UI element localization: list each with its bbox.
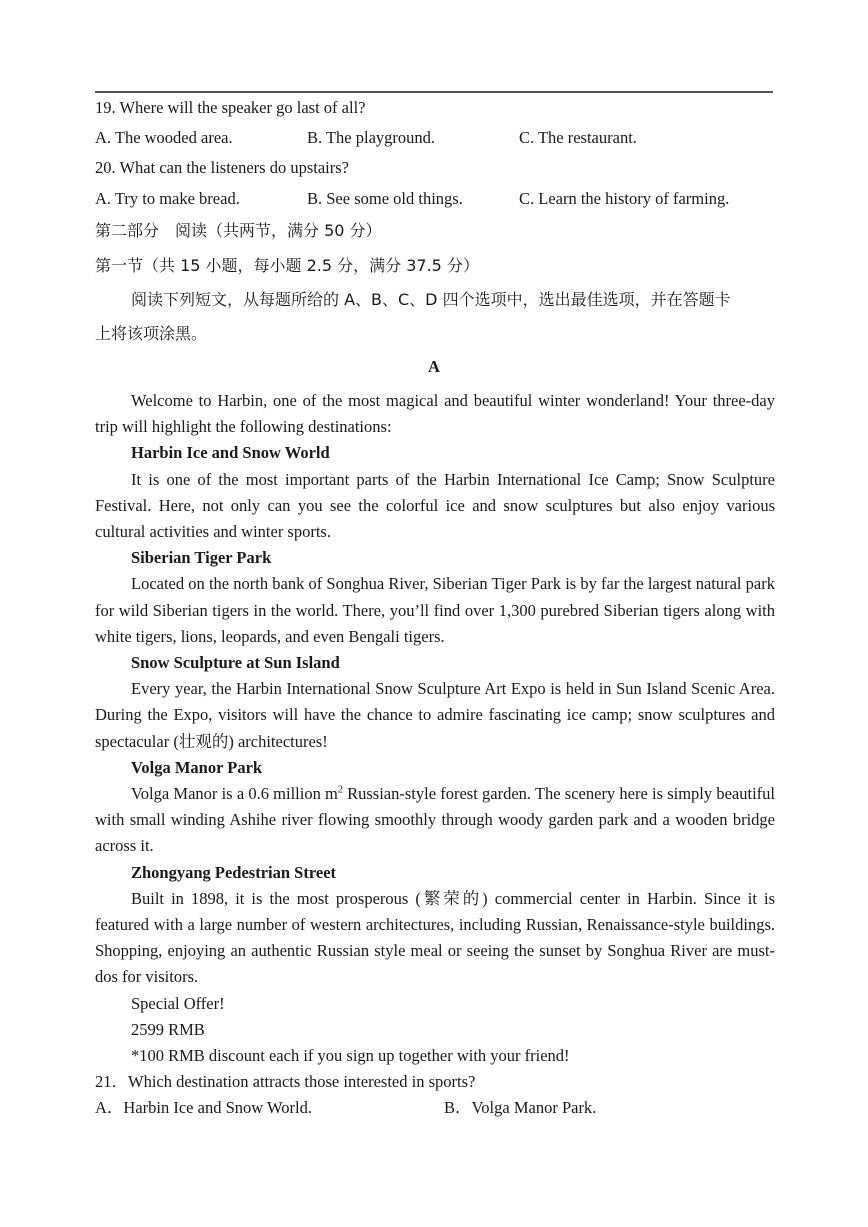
destination-text: Located on the north bank of Songhua River, Siberian Tiger Park is by far the largest natural park for wild Siberian tigers in the world. There, you’ll find over 1,300 purebred Siberian tigers along with white tigers, lions, leopards, and even Bengali tigers. xyxy=(95,574,775,646)
destination-heading: Harbin Ice and Snow World xyxy=(131,443,330,463)
destination-heading: Zhongyang Pedestrian Street xyxy=(131,862,337,882)
question-19: 19. Where will the speaker go last of all? xyxy=(95,98,366,117)
q21-option-b: B．Volga Manor Park. xyxy=(444,1098,597,1117)
question-21: 21．Which destination attracts those interested in sports? xyxy=(95,1072,476,1091)
section2-title: 第二部分 阅读（共两节，满分 50 分） xyxy=(95,221,382,240)
top-rule xyxy=(95,91,773,93)
passage-intro: Welcome to Harbin, one of the most magical and beautiful winter wonderland! Your three-day trip will highlight the following destinations: xyxy=(95,391,775,437)
q19-option-a: A. The wooded area. xyxy=(95,128,233,147)
destination-heading: Volga Manor Park xyxy=(131,757,263,777)
offer-price: 2599 RMB xyxy=(131,1019,205,1039)
section2-instruction-cont: 上将该项涂黑。 xyxy=(95,324,208,343)
q20-option-c: C. Learn the history of farming. xyxy=(519,189,730,208)
q20-option-a: A. Try to make bread. xyxy=(95,189,240,208)
superscript: 2 xyxy=(337,784,343,796)
destination-text: Every year, the Harbin International Snow Sculpture Art Expo is held in Sun Island Scenic Area. During the Expo, visitors will have the chance to admire fascinating ice camp; snow sculptures and spectacular (壮观的) architectures! xyxy=(95,679,775,751)
destination-text: Built in 1898, it is the most prosperous (繁荣的) commercial center in Harbin. Since it is featured with a large number of western architectures, including Russian, Renaissance-style buildings. Shopping, enjoying an authentic Russian style meal or seeing the sunset by Songhua River are must-dos for visitors. xyxy=(95,888,775,987)
q19-option-b: B. The playground. xyxy=(307,128,436,147)
destination-text xyxy=(95,781,775,860)
section2-instruction: 阅读下列短文，从每题所给的 A、B、C、D 四个选项中，选出最佳选项，并在答题卡 xyxy=(131,290,731,309)
offer-note: *100 RMB discount each if you sign up together with your friend! xyxy=(131,1046,570,1066)
destination-heading: Snow Sculpture at Sun Island xyxy=(131,653,340,673)
q21-option-a: A．Harbin Ice and Snow World. xyxy=(95,1098,312,1117)
q19-option-c: C. The restaurant. xyxy=(519,128,637,147)
question-20: 20. What can the listeners do upstairs? xyxy=(95,158,350,177)
destination-text-part: Russian-style forest garden. The scenery here is simply beautiful with small winding Ashihe river flowing smoothly through woody garden park and a wooden bridge across it. xyxy=(95,784,775,856)
destination-heading: Siberian Tiger Park xyxy=(131,548,272,568)
q20-option-b: B. See some old things. xyxy=(307,189,463,208)
offer-title: Special Offer! xyxy=(131,993,225,1013)
passage-label: A xyxy=(428,357,440,376)
destination-text-part: Volga Manor is a 0.6 million m xyxy=(131,784,338,804)
passage-body xyxy=(95,388,775,1069)
section2-subtitle: 第一节（共 15 小题，每小题 2.5 分，满分 37.5 分） xyxy=(95,256,479,275)
destination-text: It is one of the most important parts of the Harbin International Ice Camp; Snow Sculpture Festival. Here, not only can you see the colorful ice and snow sculptures but also enjoy various cultural activities and winter sports. xyxy=(95,469,775,542)
